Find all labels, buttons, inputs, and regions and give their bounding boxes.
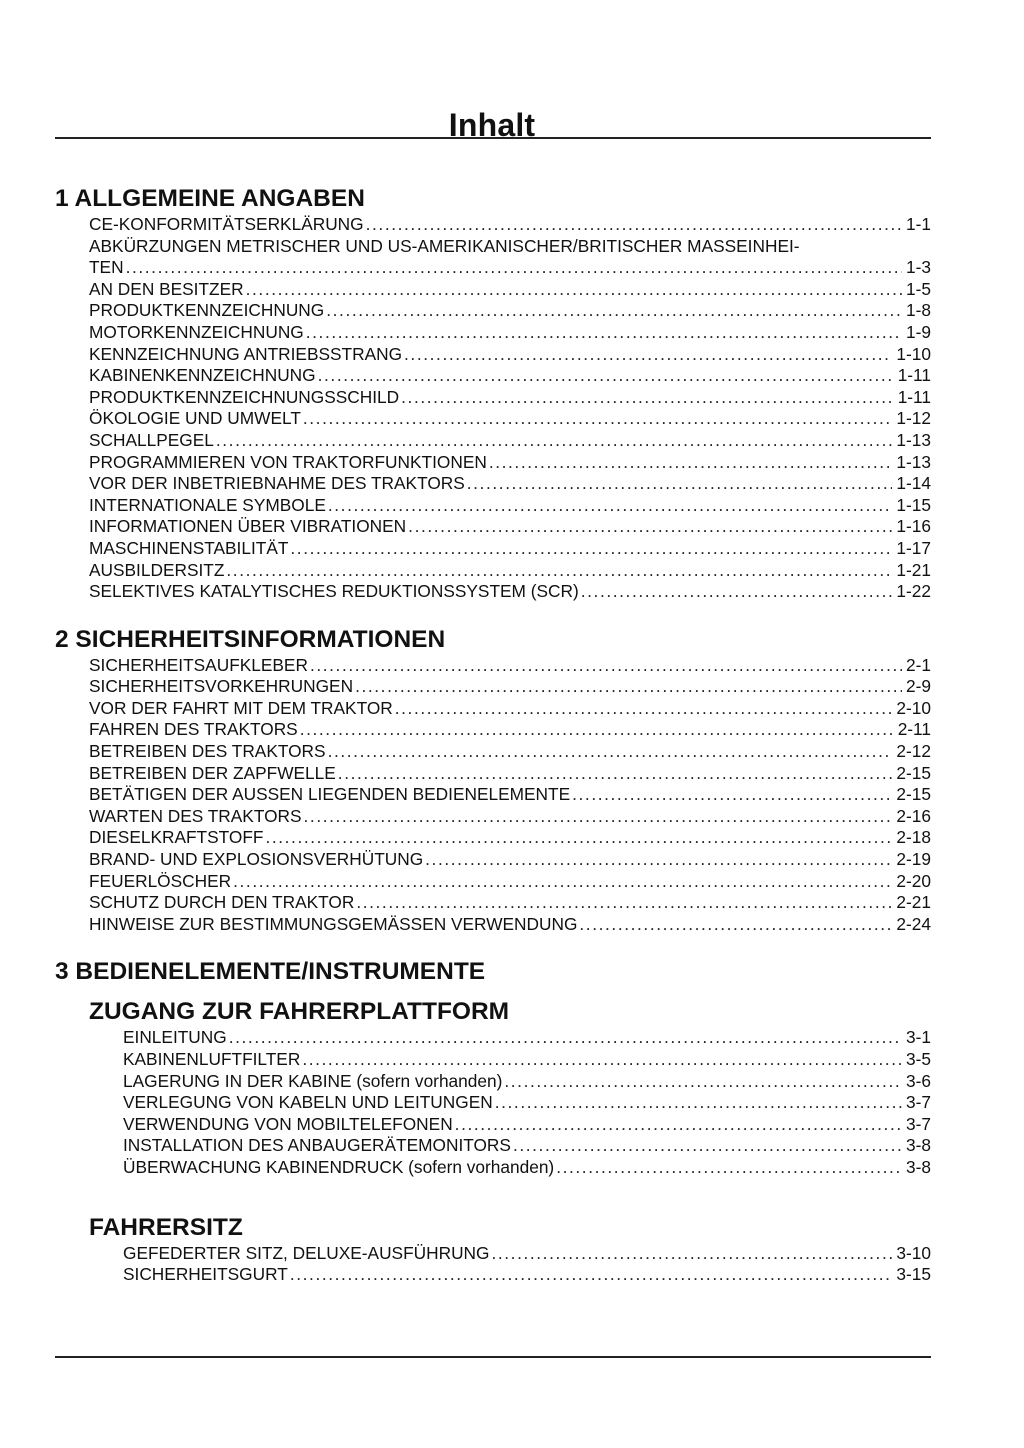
toc-entry[interactable] bbox=[89, 538, 931, 560]
toc-entry-label: VERWENDUNG VON MOBILTELEFONEN bbox=[123, 1113, 453, 1134]
toc-entry-page: 1-10 bbox=[896, 343, 931, 364]
toc-entry-label: LAGERUNG IN DER KABINE (sofern vorhanden) bbox=[123, 1070, 503, 1091]
toc-entry-page: 1-22 bbox=[896, 581, 931, 602]
dot-leader bbox=[572, 784, 892, 806]
toc-entry-page: 1-11 bbox=[897, 365, 931, 386]
dot-leader bbox=[355, 676, 902, 698]
toc-entry-page: 2-15 bbox=[896, 784, 931, 805]
toc-entry[interactable] bbox=[89, 719, 931, 741]
toc-entry-page: 3-10 bbox=[896, 1242, 931, 1263]
toc-entry[interactable] bbox=[123, 1135, 931, 1157]
dot-leader bbox=[290, 1264, 893, 1286]
dot-leader bbox=[579, 914, 892, 936]
dot-leader bbox=[304, 806, 893, 828]
dot-leader bbox=[513, 1135, 902, 1157]
section-heading[interactable]: 3 BEDIENELEMENTE/INSTRUMENTE bbox=[55, 958, 486, 986]
toc-entry[interactable] bbox=[89, 849, 931, 871]
dot-leader bbox=[290, 538, 892, 560]
dot-leader bbox=[306, 322, 902, 344]
toc-entry-label: GEFEDERTER SITZ, DELUXE-AUSFÜHRUNG bbox=[123, 1242, 490, 1263]
toc-entry-label: EINLEITUNG bbox=[123, 1027, 227, 1048]
toc-entry[interactable] bbox=[89, 741, 931, 763]
toc-entry-page: 3-7 bbox=[906, 1092, 931, 1113]
toc-entry-list bbox=[89, 1027, 931, 1178]
toc-entry[interactable] bbox=[123, 1157, 931, 1179]
dot-leader bbox=[310, 655, 902, 677]
toc-entry-page: 2-9 bbox=[906, 676, 931, 697]
toc-entry[interactable] bbox=[89, 560, 931, 582]
dot-leader bbox=[226, 560, 892, 582]
toc-entry-page: 1-11 bbox=[897, 386, 931, 407]
toc-entry[interactable] bbox=[89, 344, 931, 366]
dot-leader bbox=[408, 516, 892, 538]
toc-entry-label: PRODUKTKENNZEICHNUNG bbox=[89, 300, 325, 321]
toc-entry-page: 1-1 bbox=[906, 214, 931, 234]
subsection-heading[interactable]: ZUGANG ZUR FAHRERPLATTFORM bbox=[89, 998, 510, 1026]
toc-entry-label: SELEKTIVES KATALYTISCHES REDUKTIONSSYSTEM (SCR) bbox=[89, 581, 579, 602]
toc-entry-label: SCHALLPEGEL bbox=[89, 429, 214, 450]
toc-entry-label: ÖKOLOGIE UND UMWELT bbox=[89, 408, 301, 429]
toc-entry-page: 2-12 bbox=[896, 741, 931, 762]
toc-entry-page: 1-13 bbox=[896, 429, 931, 450]
toc-section bbox=[55, 184, 931, 603]
toc-entry-page: 2-20 bbox=[896, 870, 931, 891]
toc-entry-label: CE-KONFORMITÄTSERKLÄRUNG bbox=[89, 214, 364, 234]
toc-entry-label: BETREIBEN DES TRAKTORS bbox=[89, 741, 326, 762]
toc-entry-page: 2-24 bbox=[896, 913, 931, 934]
toc-entry-page: 2-16 bbox=[896, 805, 931, 826]
toc-entry-list bbox=[55, 214, 931, 603]
bottom-divider bbox=[55, 1356, 931, 1358]
toc-entry-label: KABINENKENNZEICHNUNG bbox=[89, 365, 316, 386]
toc-entry-label: VOR DER INBETRIEBNAHME DES TRAKTORS bbox=[89, 473, 465, 494]
toc-entry-label: AN DEN BESITZER bbox=[89, 278, 244, 299]
toc-entry[interactable] bbox=[89, 257, 931, 279]
toc-entry-label: ABKÜRZUNGEN METRISCHER UND US-AMERIKANISCHER/BRITISCHER MASSEINHEI- bbox=[89, 235, 800, 256]
toc-entry-page: 2-15 bbox=[896, 762, 931, 783]
toc-entry-label: PROGRAMMIEREN VON TRAKTORFUNKTIONEN bbox=[89, 451, 487, 472]
dot-leader bbox=[246, 279, 902, 301]
toc-entry[interactable] bbox=[89, 892, 931, 914]
toc-entry-label: AUSBILDERSITZ bbox=[89, 559, 225, 580]
toc-entry-page: 1-21 bbox=[896, 559, 931, 580]
dot-leader bbox=[467, 473, 893, 495]
dot-leader bbox=[455, 1114, 902, 1136]
toc-entry-page: 2-11 bbox=[897, 719, 931, 740]
toc-entry-page: 2-18 bbox=[896, 827, 931, 848]
toc-subsection bbox=[89, 997, 931, 1178]
toc-entry-label: KENNZEICHNUNG ANTRIEBSSTRANG bbox=[89, 343, 403, 364]
toc-entry-label: TEN bbox=[89, 257, 124, 278]
toc-entry[interactable] bbox=[89, 279, 931, 301]
toc-entry[interactable] bbox=[123, 1092, 931, 1114]
dot-leader bbox=[233, 871, 892, 893]
toc-entry[interactable] bbox=[89, 495, 931, 517]
toc-entry[interactable] bbox=[123, 1049, 931, 1071]
dot-leader bbox=[265, 827, 892, 849]
toc-entry-page: 1-5 bbox=[906, 278, 931, 299]
dot-leader bbox=[229, 1027, 902, 1049]
toc-entry[interactable] bbox=[89, 473, 931, 495]
toc-entry[interactable] bbox=[89, 365, 931, 387]
dot-leader bbox=[356, 892, 892, 914]
dot-leader bbox=[328, 741, 893, 763]
toc-entry[interactable] bbox=[123, 1114, 931, 1136]
toc-entry-page: 3-8 bbox=[906, 1156, 931, 1177]
toc-entry-label: WARTEN DES TRAKTORS bbox=[89, 805, 302, 826]
toc-entry-page: 1-12 bbox=[896, 408, 931, 429]
toc-entry-page: 1-8 bbox=[906, 300, 931, 321]
toc-entry[interactable] bbox=[89, 300, 931, 322]
toc-entry[interactable] bbox=[89, 214, 931, 236]
dot-leader bbox=[425, 849, 892, 871]
toc-entry[interactable] bbox=[89, 236, 931, 258]
toc-entry-label: FAHREN DES TRAKTORS bbox=[89, 719, 298, 740]
toc-entry[interactable] bbox=[89, 676, 931, 698]
toc-entry[interactable] bbox=[89, 914, 931, 936]
toc-entry-label: BETREIBEN DER ZAPFWELLE bbox=[89, 762, 336, 783]
dot-leader bbox=[395, 698, 893, 720]
section-heading[interactable]: 1 ALLGEMEINE ANGABEN bbox=[55, 185, 365, 212]
toc-entry-page: 1-14 bbox=[896, 473, 931, 494]
dot-leader bbox=[126, 257, 902, 279]
dot-leader bbox=[300, 719, 894, 741]
toc-section bbox=[55, 625, 931, 936]
toc-entry[interactable] bbox=[89, 784, 931, 806]
toc-entry-label: MOTORKENNZEICHNUNG bbox=[89, 321, 304, 342]
dot-leader bbox=[216, 430, 893, 452]
toc-entry-label: VOR DER FAHRT MIT DEM TRAKTOR bbox=[89, 697, 393, 718]
toc-entry[interactable] bbox=[123, 1264, 931, 1286]
toc-entry[interactable] bbox=[89, 516, 931, 538]
dot-leader bbox=[404, 344, 892, 366]
toc-entry-label: KABINENLUFTFILTER bbox=[123, 1049, 301, 1069]
toc-entry-page: 1-15 bbox=[896, 494, 931, 515]
page-title: Inhalt bbox=[448, 107, 536, 144]
toc-entry[interactable] bbox=[89, 452, 931, 474]
toc-entry-page: 3-1 bbox=[906, 1027, 931, 1048]
toc-entry-list bbox=[89, 1243, 931, 1286]
toc-entry-label: PRODUKTKENNZEICHNUNGSSCHILD bbox=[89, 386, 400, 407]
dot-leader bbox=[328, 495, 893, 517]
toc-entry[interactable] bbox=[89, 763, 931, 785]
toc-entry-list bbox=[55, 655, 931, 936]
toc-entry-page: 3-15 bbox=[896, 1264, 931, 1285]
toc-entry-page: 3-7 bbox=[906, 1113, 931, 1134]
toc-entry-page: 3-8 bbox=[906, 1135, 931, 1156]
toc-section bbox=[55, 957, 931, 1285]
toc-entry-page: 1-9 bbox=[906, 321, 931, 342]
section-heading[interactable]: 2 SICHERHEITSINFORMATIONEN bbox=[55, 625, 446, 653]
dot-leader bbox=[491, 1243, 892, 1265]
toc-entry-label: ÜBERWACHUNG KABINENDRUCK (sofern vorhanden) bbox=[123, 1156, 555, 1177]
toc-entry[interactable] bbox=[89, 806, 931, 828]
toc-entry[interactable] bbox=[123, 1027, 931, 1049]
toc-entry-label: SCHUTZ DURCH DEN TRAKTOR bbox=[89, 892, 355, 913]
toc-entry-page: 1-16 bbox=[896, 516, 931, 537]
toc-entry-page: 2-21 bbox=[896, 892, 931, 913]
toc-entry-page: 3-5 bbox=[906, 1049, 931, 1069]
dot-leader bbox=[504, 1071, 902, 1093]
toc-entry-label: SICHERHEITSGURT bbox=[123, 1264, 288, 1285]
dot-leader bbox=[495, 1092, 902, 1114]
toc-entry-label: DIESELKRAFTSTOFF bbox=[89, 827, 264, 848]
toc-entry-page: 2-10 bbox=[896, 697, 931, 718]
toc-entry[interactable] bbox=[89, 698, 931, 720]
dot-leader bbox=[489, 452, 893, 474]
toc-entry[interactable] bbox=[89, 581, 931, 603]
toc-entry-label: FEUERLÖSCHER bbox=[89, 870, 232, 891]
dot-leader bbox=[302, 1049, 902, 1071]
toc-entry-label: SICHERHEITSVORKEHRUNGEN bbox=[89, 676, 354, 697]
toc-subsection bbox=[89, 1213, 931, 1286]
toc-entry[interactable] bbox=[123, 1243, 931, 1265]
dot-leader bbox=[401, 387, 894, 409]
toc-entry-label: INTERNATIONALE SYMBOLE bbox=[89, 494, 326, 515]
toc-entry-page: 2-1 bbox=[906, 654, 931, 675]
dot-leader bbox=[303, 408, 893, 430]
toc-entry-page: 1-17 bbox=[896, 537, 931, 558]
top-divider bbox=[55, 137, 931, 139]
toc-entry-label: INFORMATIONEN ÜBER VIBRATIONEN bbox=[89, 516, 407, 537]
toc-entry[interactable] bbox=[89, 871, 931, 893]
toc-entry-label: HINWEISE ZUR BESTIMMUNGSGEMÄSSEN VERWENDUNG bbox=[89, 913, 578, 934]
toc-entry[interactable] bbox=[89, 387, 931, 409]
toc-entry[interactable] bbox=[123, 1071, 931, 1093]
toc-entry-label: BETÄTIGEN DER AUSSEN LIEGENDEN BEDIENELEMENTE bbox=[89, 784, 571, 805]
dot-leader bbox=[318, 365, 894, 387]
toc-entry-page: 1-13 bbox=[896, 451, 931, 472]
toc-entry[interactable] bbox=[89, 322, 931, 344]
dot-leader bbox=[338, 763, 893, 785]
toc-entry[interactable] bbox=[89, 827, 931, 849]
toc-entry-page: 3-6 bbox=[906, 1070, 931, 1091]
dot-leader bbox=[326, 300, 902, 322]
toc-entry-label: SICHERHEITSAUFKLEBER bbox=[89, 654, 308, 675]
toc-entry-page: 2-19 bbox=[896, 849, 931, 870]
toc-entry[interactable] bbox=[89, 655, 931, 677]
toc-entry-label: INSTALLATION DES ANBAUGERÄTEMONITORS bbox=[123, 1135, 511, 1156]
toc-entry[interactable] bbox=[89, 430, 931, 452]
dot-leader bbox=[556, 1157, 902, 1179]
toc-entry-page: 1-3 bbox=[906, 257, 931, 278]
table-of-contents bbox=[55, 184, 931, 1308]
toc-entry-label: VERLEGUNG VON KABELN UND LEITUNGEN bbox=[123, 1092, 493, 1113]
toc-entry[interactable] bbox=[89, 408, 931, 430]
dot-leader bbox=[366, 214, 902, 236]
toc-entry-label: MASCHINENSTABILITÄT bbox=[89, 537, 289, 558]
subsection-heading[interactable]: FAHRERSITZ bbox=[89, 1213, 243, 1241]
dot-leader bbox=[581, 581, 893, 603]
toc-entry-label: BRAND- UND EXPLOSIONSVERHÜTUNG bbox=[89, 849, 424, 870]
